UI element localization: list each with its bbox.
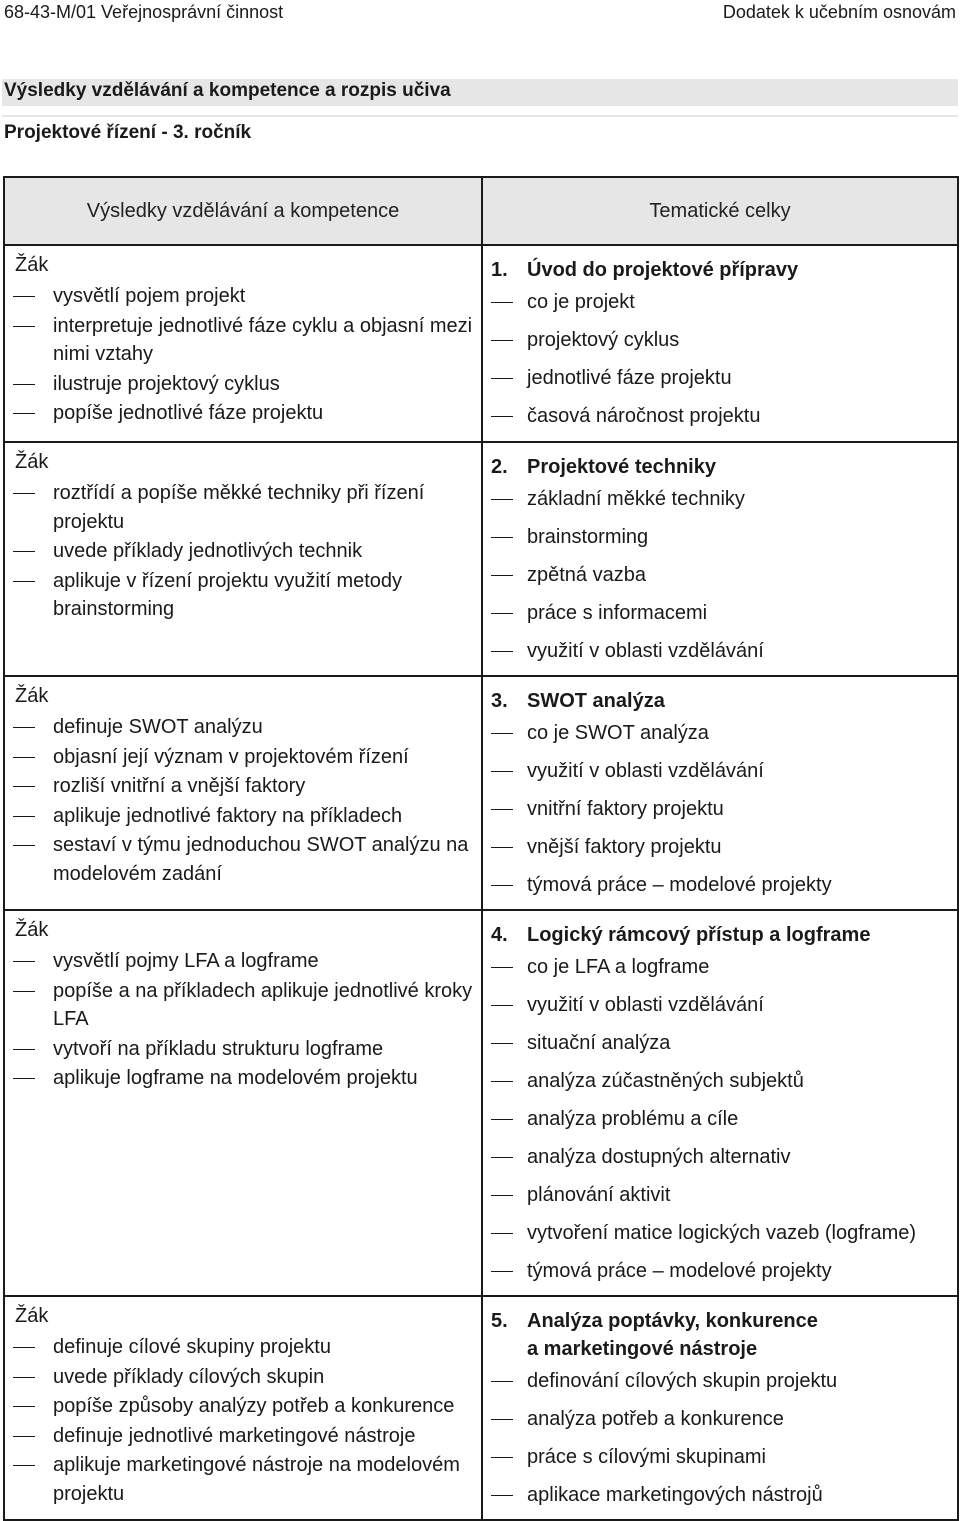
outcome-item: aplikuje logframe na modelovém projektu	[5, 1064, 481, 1093]
topic-item: využití v oblasti vzdělávání	[483, 637, 957, 665]
topic-item: vytvoření matice logických vazeb (logframe)	[483, 1219, 957, 1247]
table-row	[4, 1296, 958, 1520]
outcome-item: vytvoří na příkladu strukturu logframe	[5, 1035, 481, 1064]
topic-list	[483, 719, 957, 899]
outcome-item: aplikuje v řízení projektu využití metody brainstorming	[5, 567, 481, 624]
outcome-list	[5, 947, 481, 1093]
topic-list	[483, 1367, 957, 1509]
theme-title: Analýza poptávky, konkurence a marketingové nástroje	[527, 1310, 818, 1360]
topic-item: vnitřní faktory projektu	[483, 795, 957, 823]
theme-heading	[483, 1297, 957, 1363]
outcomes-cell	[4, 910, 482, 1296]
table-row	[4, 245, 958, 442]
header-appendix: Dodatek k učebním osnovám	[722, 2, 956, 22]
themes-cell	[482, 1296, 958, 1520]
outcomes-cell	[4, 1296, 482, 1520]
outcome-item: definuje cílové skupiny projektu	[5, 1333, 481, 1362]
outcome-list	[5, 282, 481, 428]
outcome-item: popíše a na příkladech aplikuje jednotlivé kroky LFA	[5, 977, 481, 1034]
outcome-item: aplikuje jednotlivé faktory na příkladech	[5, 802, 481, 831]
outcome-item: sestaví v týmu jednoduchou SWOT analýzu na modelovém zadání	[5, 831, 481, 888]
table-row	[4, 676, 958, 910]
outcome-item: objasní její význam v projektovém řízení	[5, 743, 481, 772]
outcome-item: uvede příklady jednotlivých technik	[5, 537, 481, 566]
topic-item: práce s informacemi	[483, 599, 957, 627]
theme-number: 5.	[491, 1310, 508, 1332]
topic-item: týmová práce – modelové projekty	[483, 1257, 957, 1285]
table-row	[4, 442, 958, 676]
theme-title: Úvod do projektové přípravy	[527, 259, 799, 281]
theme-heading	[483, 911, 957, 949]
theme-heading	[483, 677, 957, 715]
header-program: 68-43-M/01 Veřejnosprávní činnost	[4, 2, 284, 22]
topic-item: týmová práce – modelové projekty	[483, 871, 957, 899]
topic-item: co je SWOT analýza	[483, 719, 957, 747]
topic-item: analýza problému a cíle	[483, 1105, 957, 1133]
topic-item: využití v oblasti vzdělávání	[483, 757, 957, 785]
outcome-item: popíše jednotlivé fáze projektu	[5, 399, 481, 428]
topic-item: jednotlivé fáze projektu	[483, 364, 957, 392]
topic-item: časová náročnost projektu	[483, 402, 957, 430]
topic-item: projektový cyklus	[483, 326, 957, 354]
themes-cell	[482, 245, 958, 442]
topic-item: co je LFA a logframe	[483, 953, 957, 981]
topic-item: využití v oblasti vzdělávání	[483, 991, 957, 1019]
outcome-item: rozliší vnitřní a vnější faktory	[5, 772, 481, 801]
themes-cell	[482, 676, 958, 910]
topic-item: definování cílových skupin projektu	[483, 1367, 957, 1395]
outcome-item: definuje SWOT analýzu	[5, 713, 481, 742]
student-label: Žák	[15, 685, 49, 707]
outcome-item: definuje jednotlivé marketingové nástroje	[5, 1422, 481, 1451]
topic-item: vnější faktory projektu	[483, 833, 957, 861]
topic-item: analýza potřeb a konkurence	[483, 1405, 957, 1433]
table-row	[4, 910, 958, 1296]
outcome-list	[5, 1333, 481, 1508]
outcome-list	[5, 479, 481, 624]
theme-number: 4.	[491, 924, 508, 946]
theme-number: 3.	[491, 690, 508, 712]
theme-title: Logický rámcový přístup a logframe	[527, 924, 871, 946]
topic-item: brainstorming	[483, 523, 957, 551]
topic-list	[483, 485, 957, 665]
theme-title: SWOT analýza	[527, 690, 665, 712]
outcome-item: uvede příklady cílových skupin	[5, 1363, 481, 1392]
student-label: Žák	[15, 1305, 49, 1327]
outcomes-cell	[4, 245, 482, 442]
topic-item: základní měkké techniky	[483, 485, 957, 513]
theme-title: Projektové techniky	[527, 456, 716, 478]
outcome-item: interpretuje jednotlivé fáze cyklu a objasní mezi nimi vztahy	[5, 312, 481, 369]
student-label: Žák	[15, 451, 49, 473]
topic-item: plánování aktivit	[483, 1181, 957, 1209]
outcome-item: aplikuje marketingové nástroje na modelovém projektu	[5, 1451, 481, 1508]
topic-list	[483, 288, 957, 430]
themes-cell	[482, 910, 958, 1296]
outcomes-cell	[4, 676, 482, 910]
outcome-item: vysvětlí pojmy LFA a logframe	[5, 947, 481, 976]
outcome-item: popíše způsoby analýzy potřeb a konkurence	[5, 1392, 481, 1421]
outcome-item: vysvětlí pojem projekt	[5, 282, 481, 311]
theme-number: 2.	[491, 456, 508, 478]
outcome-item: roztřídí a popíše měkké techniky při řízení projektu	[5, 479, 481, 536]
theme-number: 1.	[491, 259, 508, 281]
topic-item: zpětná vazba	[483, 561, 957, 589]
student-label: Žák	[15, 254, 49, 276]
topic-item: aplikace marketingových nástrojů	[483, 1481, 957, 1509]
topic-list	[483, 953, 957, 1285]
col-header-outcomes: Výsledky vzdělávání a kompetence	[4, 177, 482, 245]
topic-item: práce s cílovými skupinami	[483, 1443, 957, 1471]
themes-cell	[482, 442, 958, 676]
outcome-list	[5, 713, 481, 888]
topic-item: co je projekt	[483, 288, 957, 316]
curriculum-table	[3, 176, 959, 1521]
title-divider	[2, 115, 958, 117]
topic-item: situační analýza	[483, 1029, 957, 1057]
topic-item: analýza dostupných alternativ	[483, 1143, 957, 1171]
outcomes-cell	[4, 442, 482, 676]
subject-title: Projektové řízení - 3. ročník	[4, 122, 252, 143]
topic-item: analýza zúčastněných subjektů	[483, 1067, 957, 1095]
col-header-themes: Tematické celky	[482, 177, 958, 245]
theme-heading	[483, 443, 957, 481]
outcome-item: ilustruje projektový cyklus	[5, 370, 481, 399]
theme-heading	[483, 246, 957, 284]
section-title: Výsledky vzdělávání a kompetence a rozpis učiva	[4, 80, 451, 101]
student-label: Žák	[15, 919, 49, 941]
